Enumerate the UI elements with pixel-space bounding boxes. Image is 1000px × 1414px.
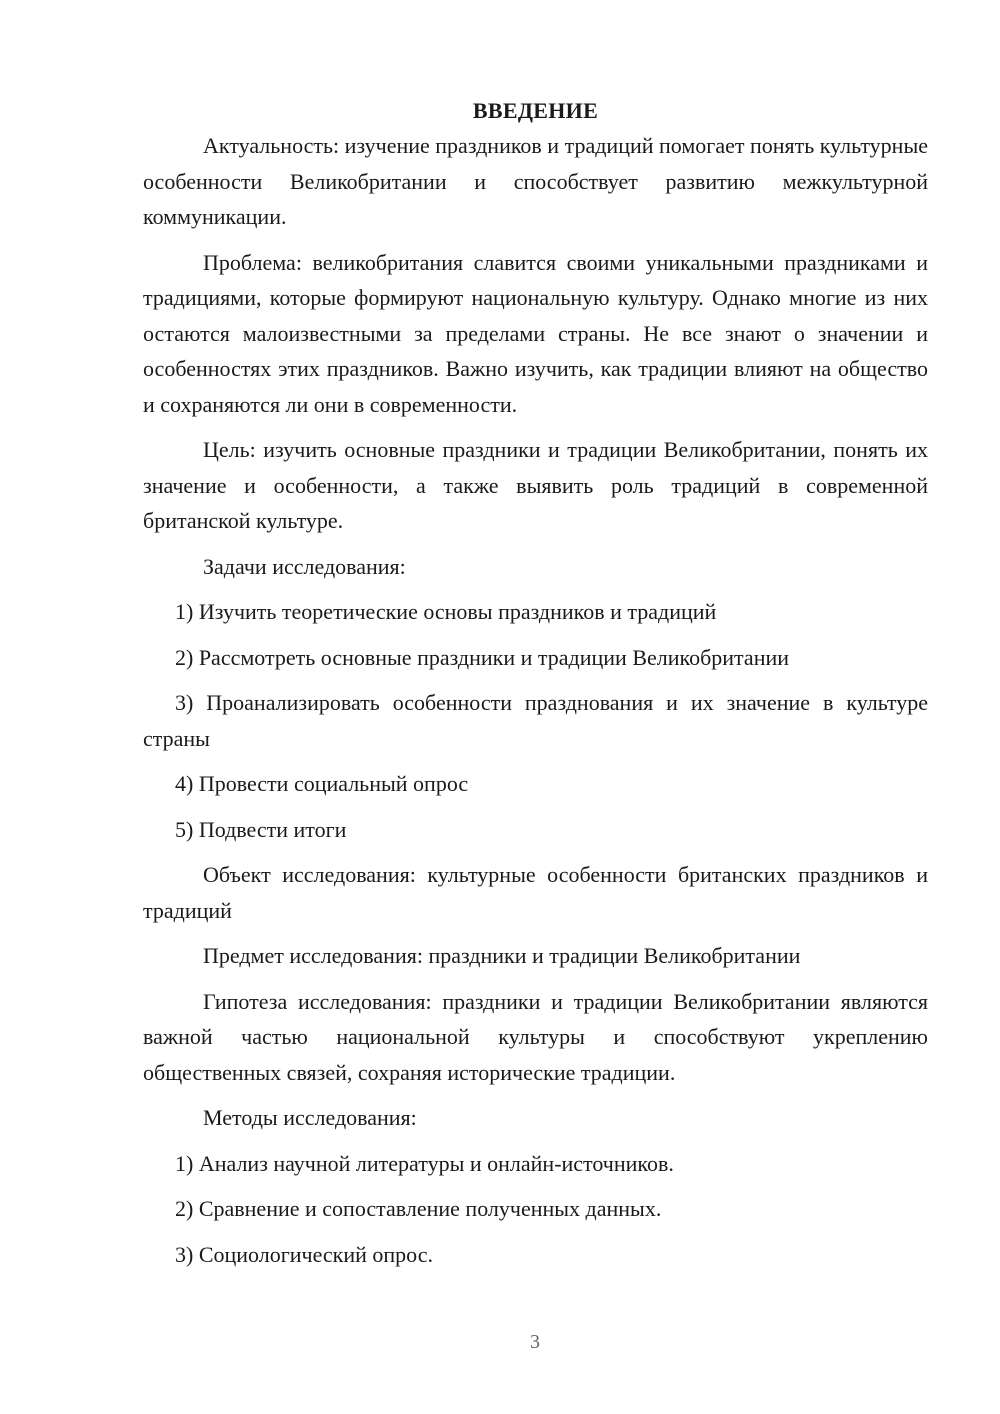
subject-paragraph: Предмет исследования: праздники и традиции Великобритании bbox=[203, 943, 801, 968]
method-item-2: 2) Сравнение и сопоставление полученных данных. bbox=[175, 1196, 662, 1221]
relevance-paragraph: Актуальность: изучение праздников и традиций помогает понять культурные особенности Великобритании и способствует развитию межкультурной коммуникации. bbox=[143, 133, 929, 229]
object-paragraph: Объект исследования: культурные особенности британских праздников и традиций bbox=[143, 862, 928, 923]
page-title: ВВЕДЕНИЕ bbox=[472, 98, 599, 123]
task-item-2: 2) Рассмотреть основные праздники и традиции Великобритании bbox=[175, 644, 790, 670]
task-item-4: 4) Провести социальный опрос bbox=[175, 771, 469, 796]
tasks-heading: Задачи исследования: bbox=[203, 553, 406, 579]
method-item-3: 3) Социологический опрос. bbox=[175, 1241, 433, 1267]
hypothesis-paragraph: Гипотеза исследования: праздники и традиции Великобритании являются важной частью национальной культуры и способствуют укреплению общественных связей, сохраняя исторические традиции. bbox=[143, 988, 928, 1085]
task-item-5: 5) Подвести итоги bbox=[175, 816, 347, 842]
task-item-1: 1) Изучить теоретические основы праздников и традиций bbox=[175, 599, 717, 624]
task-item-3: 3) Проанализировать особенности празднования и их значение в культуре страны bbox=[143, 690, 928, 751]
method-item-1: 1) Анализ научной литературы и онлайн-источников. bbox=[175, 1150, 674, 1176]
page-number: 3 bbox=[530, 1331, 540, 1353]
methods-heading: Методы исследования: bbox=[203, 1105, 417, 1130]
goal-paragraph: Цель: изучить основные праздники и традиции Великобритании, понять их значение и особенности, а также выявить роль традиций в современной британской культуре. bbox=[143, 437, 928, 533]
problem-paragraph: Проблема: великобритания славится своими уникальными праздниками и традициями, которые формируют национальную культуру. Однако многие из них остаются малоизвестными за пределами страны. Не все знают о значении и особенностях этих праздников. Важно изучить, как традиции влияют на общество и сохраняются ли они в современности. bbox=[143, 249, 928, 417]
document-page bbox=[143, 93, 928, 1272]
